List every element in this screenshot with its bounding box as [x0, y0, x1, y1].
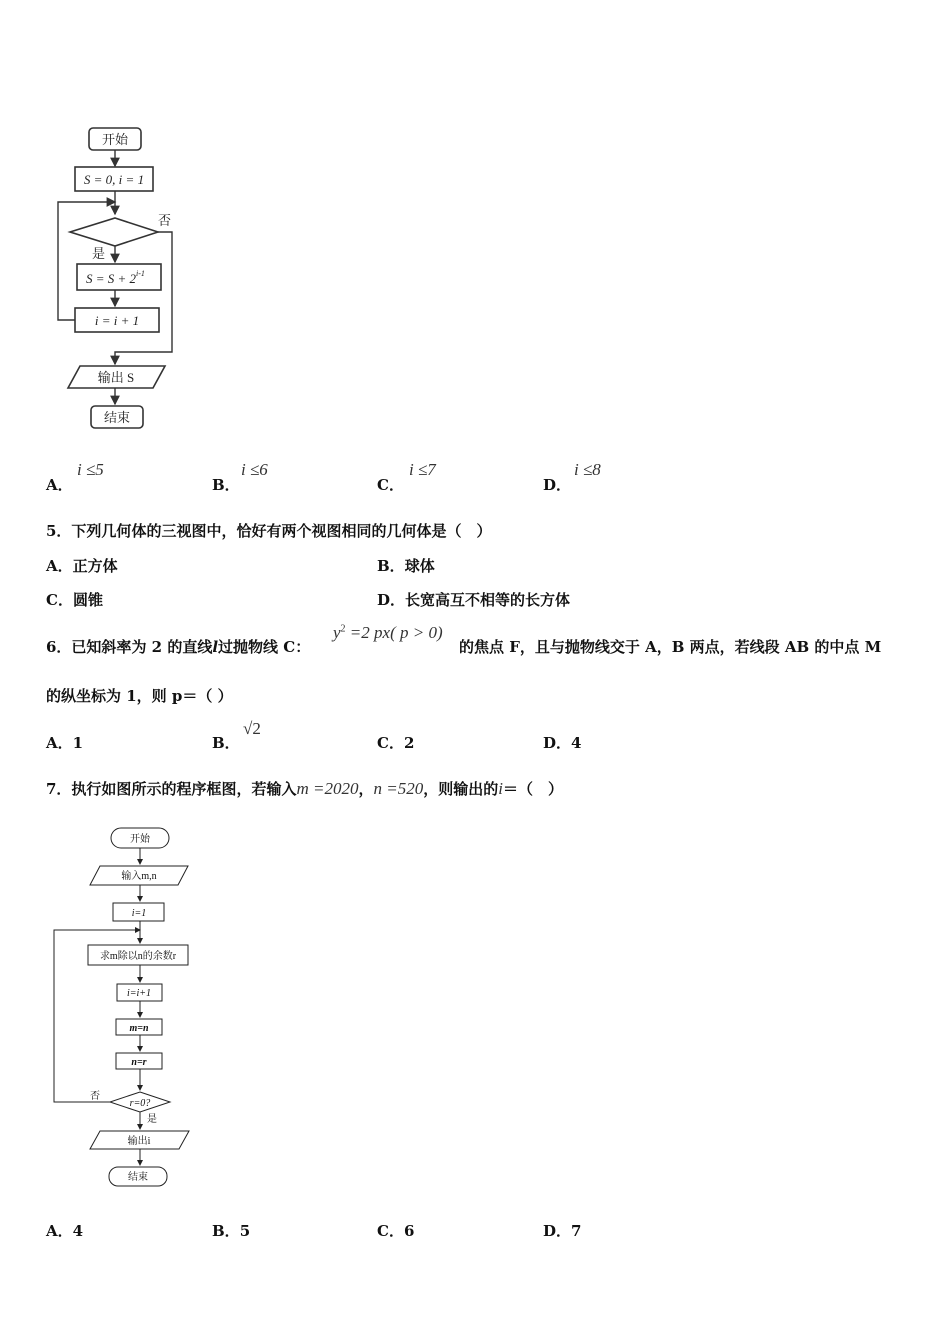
- fc2-yes-label: 是: [147, 1114, 157, 1125]
- fc2-output-text: 输出i: [127, 1136, 151, 1147]
- q6-stem-a: 6．已知斜率为 2 的直线: [46, 638, 213, 656]
- q6-option-b-text: √2: [243, 719, 261, 738]
- fc1-end-text: 结束: [103, 410, 131, 425]
- fc1-yes-label: 是: [92, 246, 106, 261]
- fc2-inc-text: i=i+1: [126, 988, 152, 999]
- q5-option-d[interactable]: [377, 589, 570, 610]
- q5-option-c[interactable]: [46, 589, 103, 610]
- q7-option-c[interactable]: [377, 1220, 414, 1241]
- q7-comma: ，: [358, 780, 374, 798]
- q6-option-c-label: C．: [377, 734, 404, 752]
- q7-n-expr: n =520: [373, 779, 424, 798]
- q6-formula: [333, 623, 443, 643]
- q7-m-expr: m =2020: [296, 779, 359, 798]
- fc1-step2-text: i = i + 1: [94, 313, 140, 328]
- fc1-condition-diamond: [70, 218, 158, 246]
- fc2-init-text: i=1: [131, 908, 147, 919]
- fc2-end-text: 结束: [128, 1172, 148, 1183]
- q4-option-a-label: A．: [46, 476, 73, 494]
- q7-option-b-label: B．: [212, 1222, 240, 1240]
- fc1-step1-text: $S = S + 2^{i-1}$: [86, 269, 145, 286]
- fc2-start-text: 开始: [130, 834, 150, 845]
- q6-formula-sup: 2: [340, 623, 346, 635]
- q4-option-c-expr: i ≤7: [409, 460, 436, 479]
- q4-option-c-label: C．: [377, 476, 404, 494]
- q6-option-b-label: B．: [212, 734, 240, 752]
- q5-option-a-label: A．: [46, 557, 73, 575]
- q6-option-a-text: 1: [72, 734, 84, 752]
- fc1-output-text: 输出 S: [97, 370, 135, 385]
- fc2-assign-n-text: n=r: [131, 1057, 147, 1068]
- q7-option-c-label: C．: [377, 1222, 404, 1240]
- flowchart-2: [50, 822, 210, 1192]
- q7-stem-a: 7．执行如图所示的程序框图，若输入: [46, 780, 297, 798]
- q7-option-b-text: 5: [239, 1222, 251, 1240]
- q6-option-a-label: A．: [46, 734, 73, 752]
- q4-option-b-label: B．: [212, 476, 240, 494]
- q7-stem: [46, 778, 563, 799]
- q5-option-c-label: C．: [46, 591, 73, 609]
- q7-option-d-label: D．: [543, 1222, 572, 1240]
- q6-option-c-text: 2: [403, 734, 415, 752]
- fc2-condition-text: r=0?: [129, 1098, 151, 1109]
- q5-option-d-text: 长宽高互不相等的长方体: [405, 591, 571, 609]
- q7-option-c-text: 6: [403, 1222, 415, 1240]
- q5-option-d-label: D．: [377, 591, 406, 609]
- q7-option-b[interactable]: [212, 1220, 250, 1241]
- q7-option-a-text: 4: [72, 1222, 84, 1240]
- q4-option-a-expr: i ≤5: [77, 460, 104, 479]
- q6-option-d[interactable]: [543, 732, 581, 753]
- fc1-init-text: S = 0, i = 1: [83, 172, 145, 187]
- q5-stem: 5．下列几何体的三视图中，恰好有两个视图相同的几何体是（ ）: [46, 522, 492, 540]
- q4-option-d-label: D．: [543, 476, 572, 494]
- q4-option-d-expr: i ≤8: [574, 460, 601, 479]
- q5-option-b[interactable]: [377, 555, 435, 576]
- q5-option-a-text: 正方体: [72, 557, 118, 575]
- q6-option-d-label: D．: [543, 734, 572, 752]
- fc1-no-label: 否: [158, 213, 172, 228]
- fc2-no-label: 否: [90, 1091, 100, 1102]
- q5-option-b-label: B．: [377, 557, 405, 575]
- q6-stem-c: 的焦点 F，且与抛物线交于 A，B 两点，若线段 AB 的中点 M: [459, 638, 882, 656]
- q5-option-b-text: 球体: [404, 557, 435, 575]
- q5-option-a[interactable]: [46, 555, 118, 576]
- q7-stem-b: ，则输出的: [423, 780, 499, 798]
- q5-option-c-text: 圆锥: [72, 591, 103, 609]
- q4-option-b-expr: i ≤6: [241, 460, 268, 479]
- q7-option-d-text: 7: [571, 1222, 582, 1240]
- fc2-remainder-text: 求m除以n的余数r: [99, 951, 177, 962]
- q7-option-d[interactable]: [543, 1220, 581, 1241]
- q7-stem-c: ＝（ ）: [502, 780, 563, 798]
- q6-stem-line1: [46, 636, 310, 657]
- flowchart-1: [40, 120, 200, 440]
- q6-option-d-text: 4: [571, 734, 582, 752]
- q6-formula-rest: =2 px( p > 0): [345, 623, 443, 642]
- q7-option-a-label: A．: [46, 1222, 73, 1240]
- q6-option-a[interactable]: [46, 732, 83, 753]
- q7-i-var: i: [498, 779, 503, 798]
- q6-stem-b: 过抛物线 C：: [218, 638, 311, 656]
- q7-option-a[interactable]: [46, 1220, 83, 1241]
- q6-formula-base: y: [333, 623, 341, 642]
- fc2-input-text: 输入m,n: [121, 871, 157, 882]
- fc2-assign-m-text: m=n: [129, 1023, 149, 1034]
- fc1-start-text: 开始: [101, 132, 129, 147]
- q6-stem-d: 的纵坐标为 1，则 p＝（ ）: [46, 687, 233, 705]
- q6-line-var: l: [212, 638, 219, 656]
- q6-option-c[interactable]: [377, 732, 414, 753]
